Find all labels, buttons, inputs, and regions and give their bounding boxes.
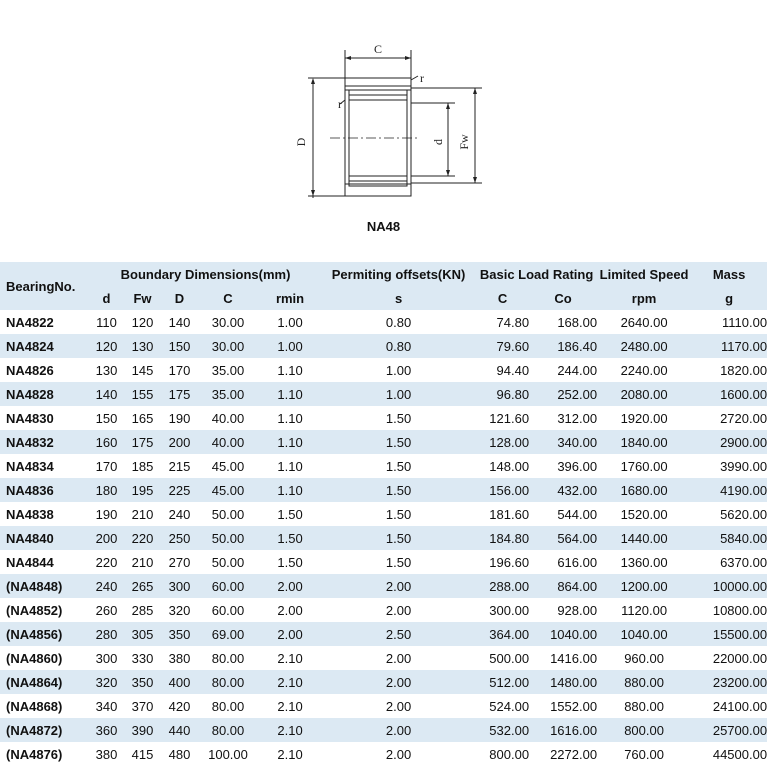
cell-mass: 23200.00: [691, 670, 767, 694]
cell-rmin: 2.10: [277, 698, 303, 714]
cell-c-dyn: 512.00: [476, 670, 529, 694]
cell-mass: 15500.00: [691, 622, 767, 646]
cell-D: 190: [168, 410, 191, 426]
cell-d: 380: [95, 746, 118, 762]
cell-fw: 155: [123, 382, 162, 406]
cell-s: 0.80: [385, 314, 412, 330]
cell-rpm: 1200.00: [597, 574, 691, 598]
cell-co: 168.00: [557, 314, 598, 330]
cell-co: 1040.00: [529, 622, 597, 646]
cell-bearing-no: (NA4856): [0, 622, 90, 646]
cell-D: 300: [162, 574, 197, 598]
cell-co: 1616.00: [529, 718, 597, 742]
cell-s: 2.00: [385, 698, 412, 714]
cell-c-dyn: 800.00: [489, 746, 530, 762]
cell-s: 2.00: [321, 574, 476, 598]
cell-co: 252.00: [529, 382, 597, 406]
cell-C: 100.00: [208, 746, 248, 762]
cell-s: 2.50: [321, 622, 476, 646]
cell-C: 50.00: [197, 526, 259, 550]
cell-co: 312.00: [557, 410, 598, 426]
dim-label-r-left: r: [338, 97, 342, 111]
cell-s: 1.00: [385, 362, 412, 378]
cell-mass: 10800.00: [712, 602, 767, 618]
cell-c-dyn: 156.00: [476, 478, 529, 502]
cell-rmin: 1.10: [259, 478, 321, 502]
cell-fw: 390: [123, 718, 162, 742]
cell-c-dyn: 96.80: [476, 382, 529, 406]
cell-d: 170: [95, 458, 118, 474]
cell-s: 2.00: [385, 650, 412, 666]
cell-rpm: 1760.00: [620, 458, 668, 474]
cell-D: 270: [168, 554, 191, 570]
cell-s: 2.00: [321, 670, 476, 694]
cell-d: 120: [90, 334, 123, 358]
cell-d: 130: [95, 362, 118, 378]
cell-mass: 5840.00: [691, 526, 767, 550]
cell-C: 35.00: [197, 382, 259, 406]
col-header-c-dyn: C: [476, 286, 529, 310]
table-header-row-2: [0, 286, 767, 310]
col-header-rpm: rpm: [597, 286, 691, 310]
cell-C: 45.00: [197, 478, 259, 502]
cell-rpm: 2640.00: [620, 314, 668, 330]
cell-bearing-no: (NA4864): [0, 670, 90, 694]
cell-rpm: 2480.00: [597, 334, 691, 358]
cell-mass: 10000.00: [691, 574, 767, 598]
cell-s: 1.50: [385, 458, 412, 474]
cell-rmin: 2.10: [277, 746, 303, 762]
cell-fw: 165: [131, 410, 154, 426]
cell-s: 1.50: [385, 410, 412, 426]
table-row: [0, 406, 767, 430]
cell-mass: 44500.00: [712, 746, 767, 762]
cell-C: 80.00: [211, 698, 245, 714]
cell-d: 160: [90, 430, 123, 454]
cell-rpm: 1920.00: [620, 410, 668, 426]
cell-C: 80.00: [197, 718, 259, 742]
cell-d: 240: [90, 574, 123, 598]
cell-D: 420: [168, 698, 191, 714]
cell-s: 1.50: [385, 506, 412, 522]
cell-d: 280: [90, 622, 123, 646]
cell-c-dyn: 500.00: [489, 650, 530, 666]
cell-bearing-no: (NA4848): [0, 574, 90, 598]
cell-co: 186.40: [529, 334, 597, 358]
cell-rmin: 1.10: [277, 410, 303, 426]
dim-label-d-outer: D: [294, 137, 308, 147]
cell-D: 150: [162, 334, 197, 358]
cell-C: 80.00: [211, 650, 245, 666]
cell-bearing-no: NA4834: [6, 458, 54, 474]
cell-D: 380: [168, 650, 191, 666]
table-body: [0, 310, 767, 766]
dim-label-fw: Fw: [457, 134, 471, 150]
cell-rmin: 1.50: [277, 506, 303, 522]
cell-s: 1.00: [321, 382, 476, 406]
cell-d: 140: [90, 382, 123, 406]
cell-rpm: 800.00: [597, 718, 691, 742]
cell-fw: 145: [131, 362, 154, 378]
dim-label-d-inner: d: [431, 139, 445, 145]
cell-mass: 1600.00: [691, 382, 767, 406]
cell-C: 30.00: [211, 314, 245, 330]
cell-d: 300: [95, 650, 118, 666]
diagram-title: NA48: [366, 219, 401, 234]
cell-c-dyn: 300.00: [489, 602, 530, 618]
cell-rmin: 1.00: [259, 334, 321, 358]
table-row: [0, 742, 767, 766]
cell-co: 244.00: [557, 362, 598, 378]
cell-bearing-no: (NA4860): [6, 650, 63, 666]
cell-D: 225: [162, 478, 197, 502]
cell-fw: 415: [131, 746, 154, 762]
cell-bearing-no: NA4826: [6, 362, 54, 378]
cell-mass: 24100.00: [712, 698, 767, 714]
cell-mass: 2720.00: [720, 410, 767, 426]
cell-rmin: 1.10: [259, 382, 321, 406]
table-row: [0, 550, 767, 574]
cell-C: 50.00: [211, 506, 245, 522]
table-row: [0, 502, 767, 526]
cell-c-dyn: 79.60: [476, 334, 529, 358]
cell-fw: 130: [123, 334, 162, 358]
cell-rmin: 2.10: [259, 718, 321, 742]
cell-rmin: 2.10: [259, 670, 321, 694]
cell-rpm: 1360.00: [620, 554, 668, 570]
cell-c-dyn: 128.00: [476, 430, 529, 454]
cell-fw: 350: [123, 670, 162, 694]
dim-label-r-top: r: [420, 71, 424, 85]
cell-d: 260: [95, 602, 118, 618]
cell-mass: 22000.00: [712, 650, 767, 666]
cell-c-dyn: 94.40: [496, 362, 530, 378]
cell-rpm: 1120.00: [621, 602, 668, 618]
cell-mass: 1170.00: [691, 334, 767, 358]
cell-bearing-no: NA4844: [6, 554, 54, 570]
cell-bearing-no: (NA4876): [6, 746, 63, 762]
col-header-g: g: [691, 286, 767, 310]
cell-rpm: 1040.00: [597, 622, 691, 646]
cell-rpm: 1840.00: [597, 430, 691, 454]
cell-c-dyn: 364.00: [476, 622, 529, 646]
cell-mass: 3990.00: [720, 458, 767, 474]
table-row: [0, 574, 767, 598]
cell-fw: 175: [123, 430, 162, 454]
cell-s: 2.00: [321, 718, 476, 742]
cell-bearing-no: NA4836: [0, 478, 90, 502]
cell-fw: 370: [131, 698, 154, 714]
table-header-row-1: [0, 262, 767, 286]
col-header-fw: Fw: [123, 286, 162, 310]
cell-D: 200: [162, 430, 197, 454]
cell-rpm: 880.00: [624, 698, 664, 714]
cell-rmin: 2.00: [277, 602, 303, 618]
cell-bearing-no: NA4824: [0, 334, 90, 358]
cell-rpm: 1680.00: [597, 478, 691, 502]
cell-D: 440: [162, 718, 197, 742]
cell-fw: 210: [131, 554, 154, 570]
cell-d: 200: [90, 526, 123, 550]
table-row: [0, 334, 767, 358]
cell-fw: 210: [131, 506, 154, 522]
table-row: [0, 598, 767, 622]
cell-rmin: 2.10: [277, 650, 303, 666]
cell-mass: 1820.00: [720, 362, 767, 378]
cell-rmin: 1.10: [259, 430, 321, 454]
cell-mass: 1110.00: [722, 314, 767, 330]
cell-c-dyn: 181.60: [489, 506, 530, 522]
table-row: [0, 622, 767, 646]
cell-C: 80.00: [197, 670, 259, 694]
cell-D: 170: [168, 362, 191, 378]
col-header-C: C: [197, 286, 259, 310]
cell-fw: 265: [123, 574, 162, 598]
cell-s: 1.50: [321, 430, 476, 454]
cell-s: 2.00: [385, 746, 412, 762]
table-row: [0, 454, 767, 478]
cell-fw: 120: [131, 314, 154, 330]
table-row: [0, 646, 767, 670]
dim-label-c: C: [373, 42, 383, 56]
cell-s: 1.50: [385, 554, 412, 570]
cell-rmin: 2.00: [259, 622, 321, 646]
table-row: [0, 310, 767, 334]
cell-bearing-no: NA4838: [6, 506, 54, 522]
cell-c-dyn: 74.80: [496, 314, 530, 330]
cell-mass: 6370.00: [720, 554, 767, 570]
col-header-D: D: [162, 286, 197, 310]
cell-co: 1480.00: [529, 670, 597, 694]
cell-d: 190: [95, 506, 118, 522]
cell-co: 564.00: [529, 526, 597, 550]
cell-D: 400: [162, 670, 197, 694]
cell-fw: 220: [123, 526, 162, 550]
cell-rpm: 880.00: [597, 670, 691, 694]
col-header-bearing-no: BearingNo.: [0, 262, 90, 310]
outer-ring-outline: [345, 86, 411, 196]
cell-mass: 25700.00: [691, 718, 767, 742]
cell-d: 150: [95, 410, 118, 426]
cell-co: 544.00: [557, 506, 598, 522]
cell-c-dyn: 184.80: [476, 526, 529, 550]
col-header-mass: Mass: [691, 262, 767, 286]
table-row: [0, 670, 767, 694]
cell-fw: 185: [131, 458, 154, 474]
cell-co: 928.00: [557, 602, 598, 618]
cell-rmin: 1.00: [277, 314, 303, 330]
col-header-boundary: Boundary Dimensions(mm): [90, 262, 321, 286]
cell-rmin: 2.00: [259, 574, 321, 598]
cell-C: 40.00: [211, 410, 245, 426]
cell-c-dyn: 532.00: [476, 718, 529, 742]
cell-C: 40.00: [197, 430, 259, 454]
bearing-drawing: [0, 0, 767, 262]
cell-rmin: 1.10: [277, 362, 303, 378]
cell-co: 340.00: [529, 430, 597, 454]
cell-D: 480: [168, 746, 191, 762]
cell-rpm: 1520.00: [620, 506, 668, 522]
cell-rmin: 1.10: [277, 458, 303, 474]
table-row: [0, 478, 767, 502]
cell-d: 320: [90, 670, 123, 694]
cell-C: 69.00: [197, 622, 259, 646]
cell-D: 250: [162, 526, 197, 550]
cell-D: 215: [168, 458, 191, 474]
cell-D: 350: [162, 622, 197, 646]
cell-co: 432.00: [529, 478, 597, 502]
cell-C: 30.00: [197, 334, 259, 358]
cell-rmin: 1.50: [259, 526, 321, 550]
cell-rpm: 1440.00: [597, 526, 691, 550]
cell-d: 110: [96, 314, 117, 330]
cell-fw: 305: [123, 622, 162, 646]
cell-rmin: 1.50: [277, 554, 303, 570]
cell-co: 2272.00: [550, 746, 598, 762]
col-header-d: d: [90, 286, 123, 310]
bearing-spec-table: [0, 262, 767, 766]
cell-c-dyn: 524.00: [489, 698, 530, 714]
col-header-speed: Limited Speed: [597, 262, 691, 286]
cell-rpm: 2080.00: [597, 382, 691, 406]
cell-D: 240: [168, 506, 191, 522]
cell-co: 1416.00: [550, 650, 598, 666]
cell-co: 616.00: [557, 554, 598, 570]
cell-C: 60.00: [197, 574, 259, 598]
cell-bearing-no: NA4840: [0, 526, 90, 550]
cell-c-dyn: 196.60: [489, 554, 530, 570]
cell-c-dyn: 148.00: [489, 458, 530, 474]
cell-d: 180: [90, 478, 123, 502]
cell-d: 340: [95, 698, 118, 714]
cell-s: 2.00: [385, 602, 412, 618]
cell-bearing-no: NA4830: [6, 410, 54, 426]
cell-D: 140: [168, 314, 191, 330]
cell-c-dyn: 121.60: [489, 410, 530, 426]
cell-rpm: 760.00: [624, 746, 664, 762]
cell-C: 60.00: [211, 602, 245, 618]
table-row: [0, 382, 767, 406]
cell-rpm: 960.00: [624, 650, 664, 666]
table-row: [0, 430, 767, 454]
table-row: [0, 694, 767, 718]
cell-d: 360: [90, 718, 123, 742]
cell-co: 864.00: [529, 574, 597, 598]
cell-s: 1.50: [321, 526, 476, 550]
cell-s: 0.80: [321, 334, 476, 358]
cell-C: 45.00: [211, 458, 245, 474]
cell-d: 220: [95, 554, 118, 570]
cell-mass: 2900.00: [691, 430, 767, 454]
cell-c-dyn: 288.00: [476, 574, 529, 598]
cell-D: 175: [162, 382, 197, 406]
col-header-co: Co: [529, 286, 597, 310]
cell-s: 1.50: [321, 478, 476, 502]
cell-co: 396.00: [557, 458, 598, 474]
cell-bearing-no: NA4828: [0, 382, 90, 406]
table-row: [0, 358, 767, 382]
bearing-cross-section-diagram: [0, 0, 767, 215]
col-header-s: s: [321, 286, 476, 310]
cell-C: 35.00: [211, 362, 245, 378]
cell-bearing-no: (NA4852): [6, 602, 63, 618]
cell-rpm: 2240.00: [620, 362, 668, 378]
cell-C: 50.00: [211, 554, 245, 570]
cell-D: 320: [168, 602, 191, 618]
table-row: [0, 718, 767, 742]
cell-mass: 4190.00: [691, 478, 767, 502]
cell-fw: 195: [123, 478, 162, 502]
col-header-rmin: rmin: [259, 286, 321, 310]
cell-bearing-no: NA4822: [6, 314, 54, 330]
cell-mass: 5620.00: [720, 506, 767, 522]
cell-bearing-no: (NA4872): [0, 718, 90, 742]
cell-co: 1552.00: [550, 698, 598, 714]
cell-fw: 285: [131, 602, 154, 618]
col-header-offsets: Permiting offsets(KN): [321, 262, 476, 286]
table-row: [0, 526, 767, 550]
col-header-load: Basic Load Rating: [476, 262, 597, 286]
cell-fw: 330: [131, 650, 154, 666]
cell-bearing-no: NA4832: [0, 430, 90, 454]
cell-bearing-no: (NA4868): [6, 698, 63, 714]
